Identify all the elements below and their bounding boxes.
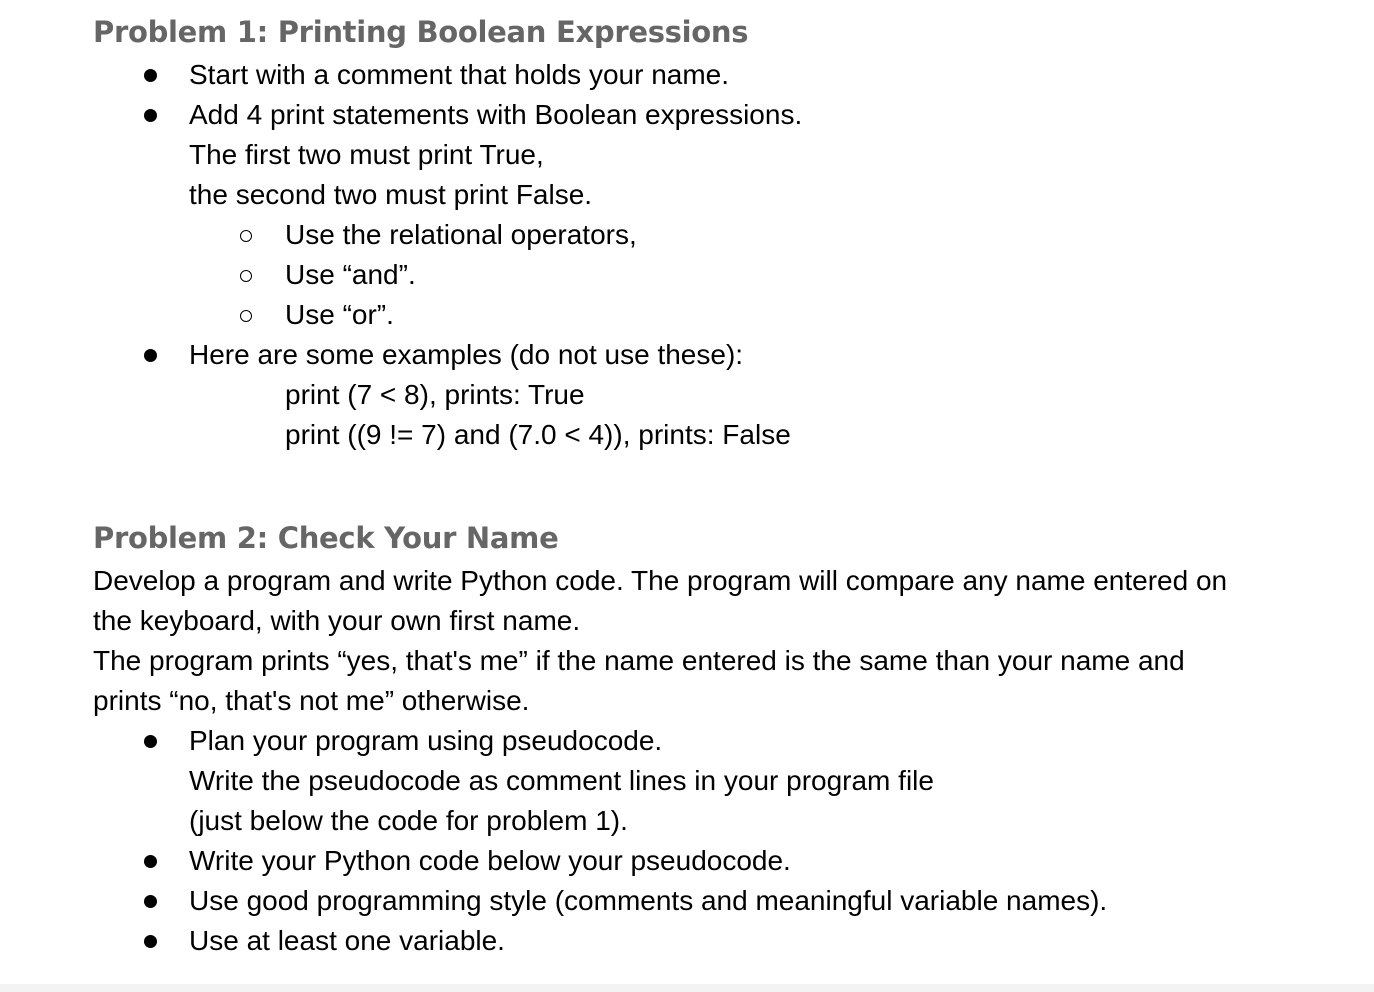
problem1-bullet2-line3: the second two must print False. <box>189 179 593 210</box>
problem1-subitem: Use “or”. <box>285 299 394 330</box>
bullet-icon <box>144 855 157 868</box>
problem1-bullet2-line1: Add 4 print statements with Boolean expressions. <box>189 99 803 130</box>
hollow-bullet-icon <box>240 270 252 282</box>
problem2-paragraph-line: Develop a program and write Python code. The program will compare any name entered on <box>93 565 1228 596</box>
bullet-icon <box>144 109 157 122</box>
bullet-icon <box>144 935 157 948</box>
problem2-bullet1-line1: Plan your program using pseudocode. <box>189 725 663 756</box>
problem1-example: print (7 < 8), prints: True <box>285 379 585 410</box>
problem1-subitem: Use the relational operators, <box>285 219 637 250</box>
bullet-icon <box>144 69 157 82</box>
problem2-bullet2: Write your Python code below your pseudocode. <box>189 845 791 876</box>
bullet-icon <box>144 735 157 748</box>
problem2-heading: Problem 2: Check Your Name <box>93 521 559 555</box>
bullet-icon <box>144 895 157 908</box>
problem2-bullet4: Use at least one variable. <box>189 925 505 956</box>
problem2-bullet1-line3: (just below the code for problem 1). <box>189 805 628 836</box>
problem2-bullet1-line2: Write the pseudocode as comment lines in your program file <box>189 765 934 796</box>
hollow-bullet-icon <box>240 230 252 242</box>
problem1-example: print ((9 != 7) and (7.0 < 4)), prints: False <box>285 419 791 450</box>
problem2-paragraph-line: the keyboard, with your own first name. <box>93 605 581 636</box>
problem1-bullet1: Start with a comment that holds your name. <box>189 59 730 90</box>
problem2-paragraph-line: The program prints “yes, that's me” if the name entered is the same than your name and <box>93 645 1185 676</box>
problem1-heading: Problem 1: Printing Boolean Expressions <box>93 15 749 49</box>
problem1-subitem: Use “and”. <box>285 259 416 290</box>
problem1-bullet2-line2: The first two must print True, <box>189 139 544 170</box>
problem2-bullet3: Use good programming style (comments and meaningful variable names). <box>189 885 1108 916</box>
page-bottom-divider <box>0 984 1374 992</box>
hollow-bullet-icon <box>240 310 252 322</box>
problem1-bullet3: Here are some examples (do not use these): <box>189 339 744 370</box>
bullet-icon <box>144 349 157 362</box>
problem2-paragraph-line: prints “no, that's not me” otherwise. <box>93 685 530 716</box>
